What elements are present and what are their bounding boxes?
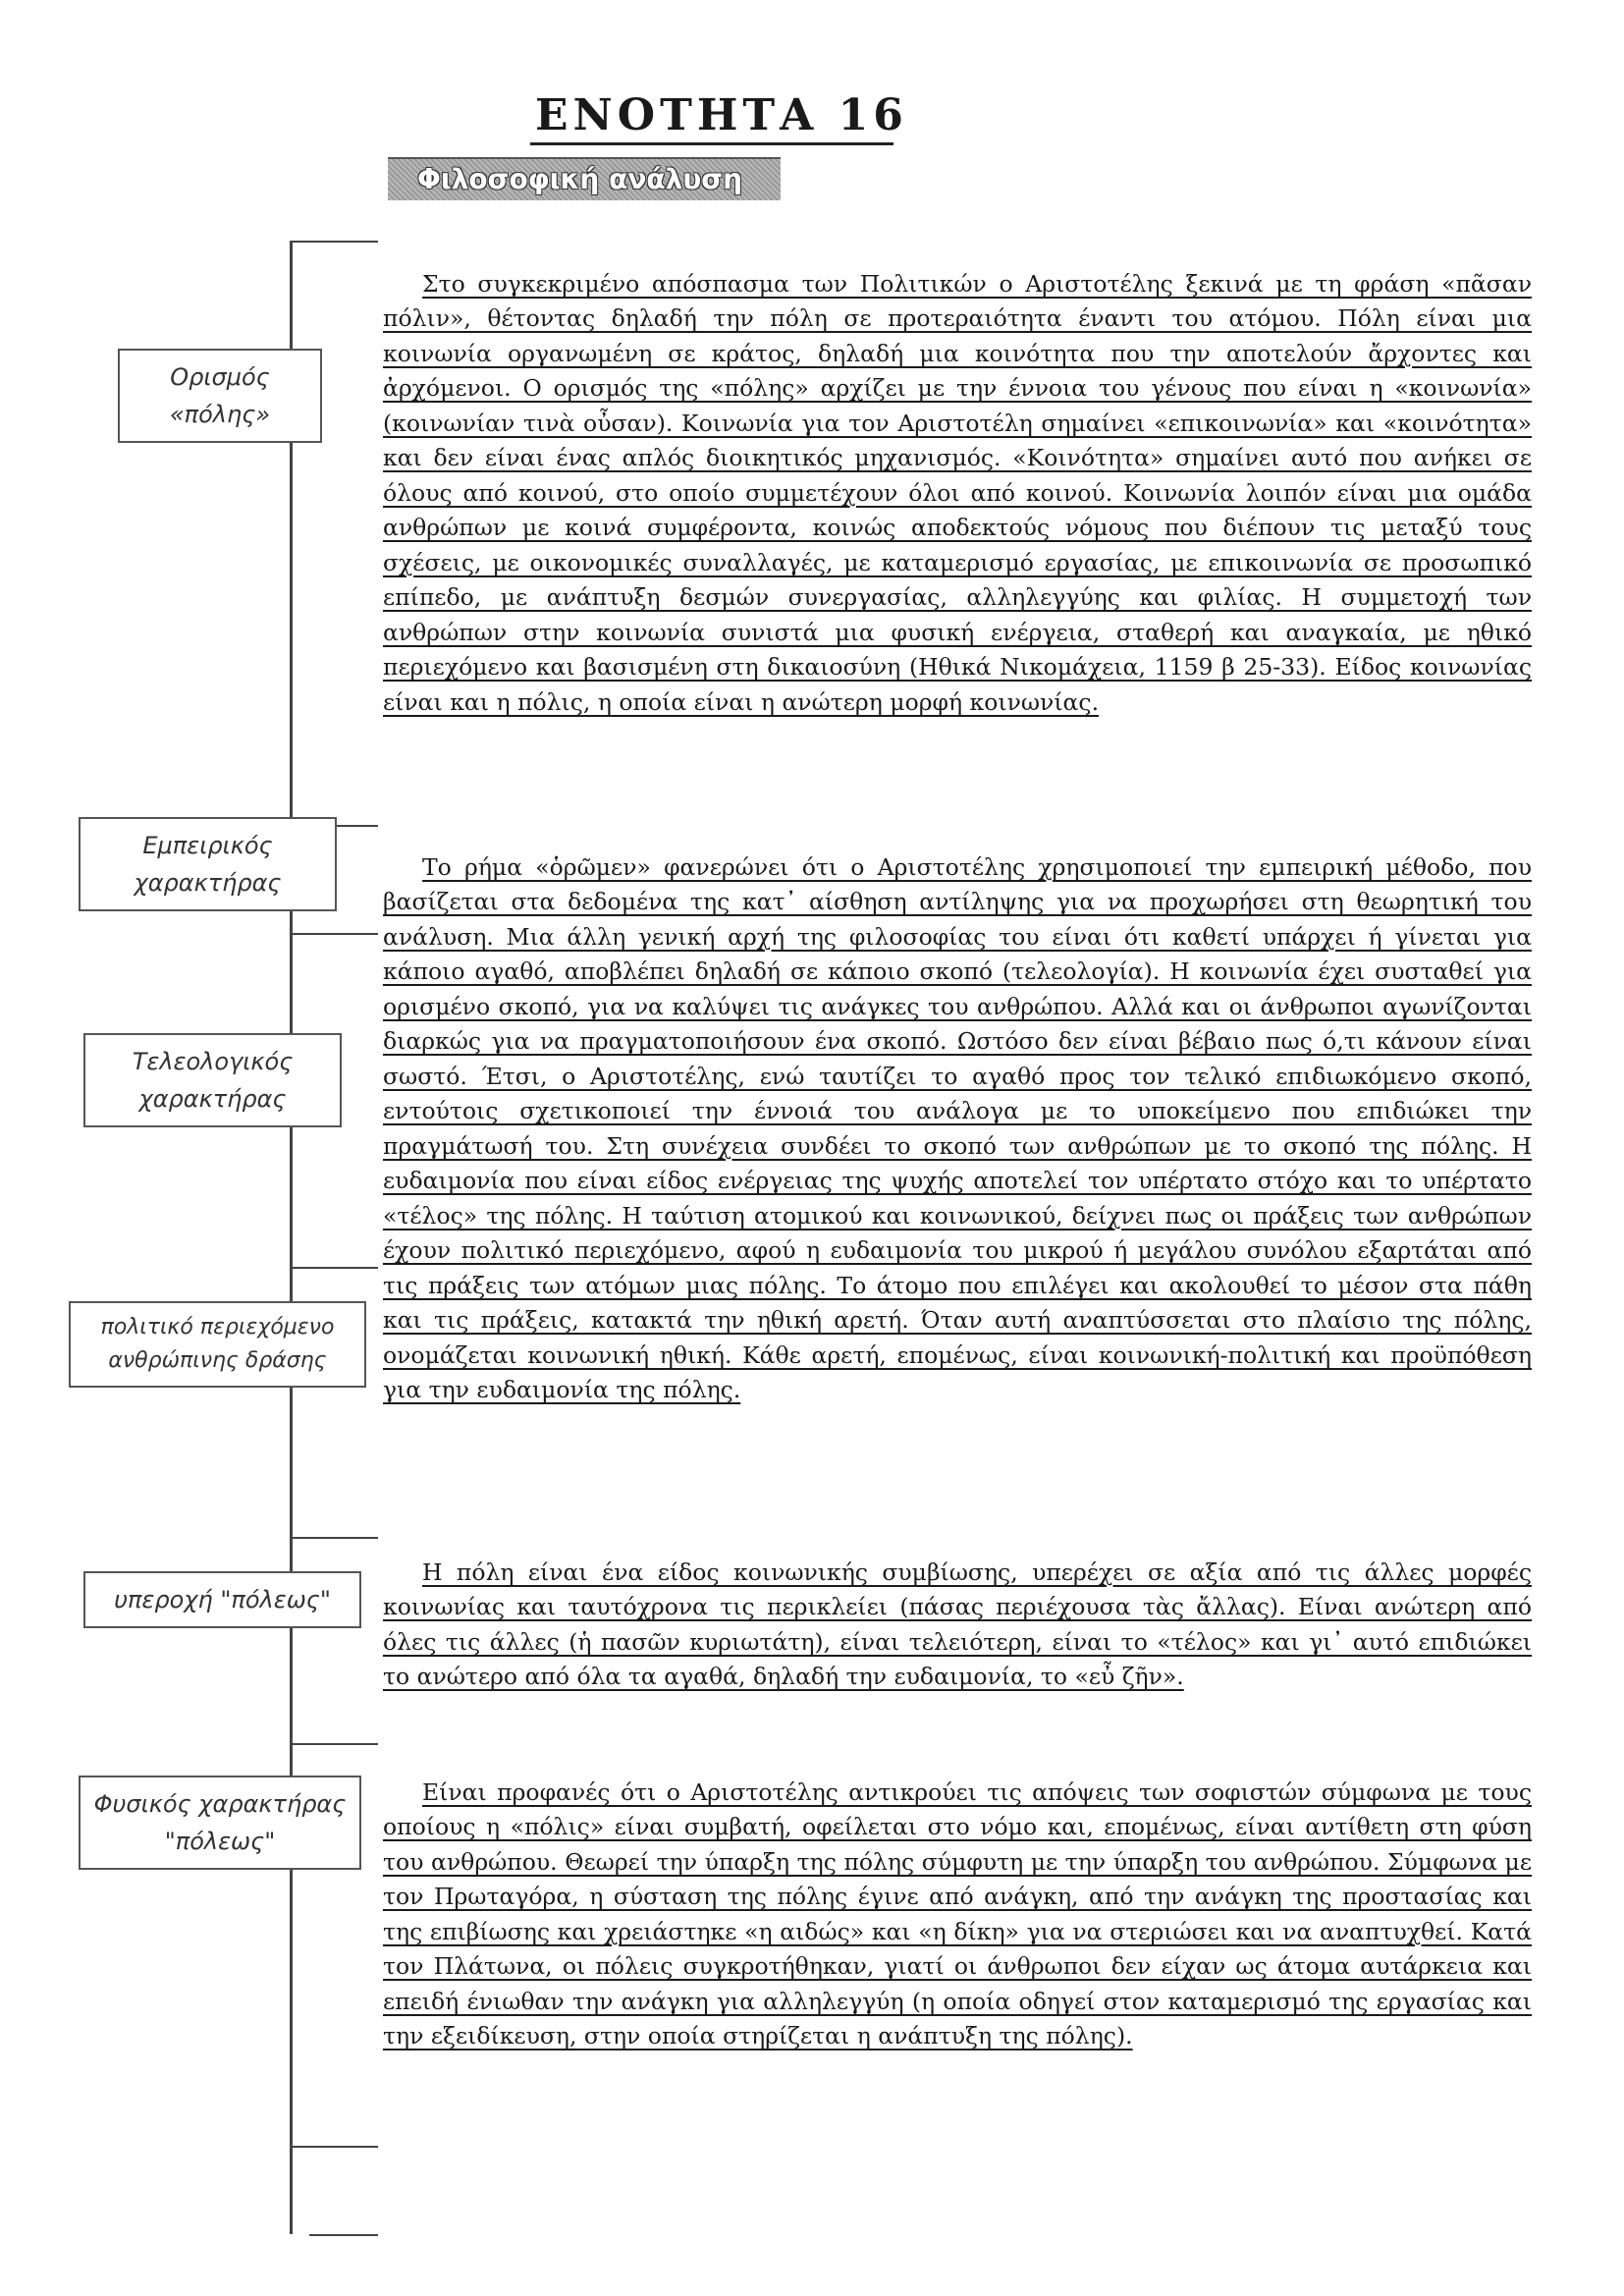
paragraph: Στο συγκεκριμένο απόσπασμα των Πολιτικών ο Αριστοτέλης ξεκινά με τη φράση «πᾶσαν πόλιν», θέτοντας δηλαδή την πόλη σε προτεραιότητα έναντι του ατόμου. Πόλη είναι μια κοινωνία οργανωμένη σε κράτος, δηλαδή μια κοινότητα που την αποτελούν ἄρχοντες και ἀρχόμενοι. Ο ορισμός της «πόλης» αρχίζει με την έννοια του γένους που είναι η «κοινωνία» (κοινωνίαν τινὰ οὖσαν). Κοινωνία για τον Αριστοτέλη σημαίνει «επικοινωνία» και «κοινότητα» και δεν είναι ένας απλός διοικητικός μηχανισμός. «Κοινότητα» σημαίνει αυτό που ανήκει σε όλους από κοινού, στο οποίο συμμετέχουν όλοι από κοινού. Κοινωνία λοιπόν είναι μια ομάδα ανθρώπων με κοινά συμφέροντα, κοινώς αποδεκτούς νόμους που διέπουν τις μεταξύ τους σχέσεις, με οικονομικές συναλλαγές, με καταμερισμό εργασίας, με επικοινωνία σε προσωπικό επίπεδο, με ανάπτυξη δεσμών συνεργασίας, αλληλεγγύης και φιλίας. Η συμμετοχή των ανθρώπων στην κοινωνία συνιστά μια φυσική ενέργεια, σταθερή και αναγκαία, με ηθικό περιεχόμενο και βασισμένη στη δικαιοσύνη (Ηθικά Νικομάχεια, 1159 β 25-33). Είδος κοινωνίας είναι και η πόλις, η οποία είναι η ανώτερη μορφή κοινωνίας. [383, 269, 1532, 716]
margin-bracket-line [290, 241, 293, 2234]
section-banner-label: Φιλοσοφική ανάλυση [417, 163, 743, 195]
margin-note: Εμπειρικός χαρακτήρας [79, 817, 337, 911]
bracket-tick [290, 1537, 378, 1539]
margin-note: Τελεολογικός χαρακτήρας [83, 1033, 342, 1127]
margin-note: υπεροχή "πόλεως" [83, 1571, 361, 1628]
margin-note: πολιτικό περιεχόμενο ανθρώπινης δράσης [69, 1301, 366, 1388]
bracket-tick [290, 241, 378, 243]
margin-note: Ορισμός «πόλης» [118, 349, 322, 443]
bracket-tick [290, 2146, 378, 2148]
bracket-tick [290, 1743, 378, 1745]
paragraph: Είναι προφανές ότι ο Αριστοτέλης αντικρούει τις απόψεις των σοφιστών σύμφωνα με τους οποίους η «πόλις» είναι συμβατή, οφείλεται στο νόμο και, επομένως, είναι αντίθετη στη φύση του ανθρώπου. Θεωρεί την ύπαρξη της πόλης σύμφυτη με την ύπαρξη του ανθρώπου. Σύμφωνα με τον Πρωταγόρα, η σύσταση της πόλης έγινε από ανάγκη, από την ανάγκη της προστασίας και της επιβίωσης και χρειάστηκε «η αιδώς» και «η δίκη» για να στεριώσει και να αναπτυχθεί. Κατά τον Πλάτωνα, οι πόλεις συγκροτήθηκαν, γιατί οι άνθρωποι δεν είχαν ως άτομα αυτάρκεια και επειδή ένιωθαν την ανάγκη για αλληλεγγύη (η οποία οδηγεί στον καταμερισμό της εργασίας και την εξειδίκευση, στην οποία στηρίζεται η ανάπτυξη της πόλης). [383, 1777, 1532, 2050]
bracket-tick [290, 933, 378, 935]
bracket-tick [290, 1267, 378, 1269]
margin-note: Φυσικός χαρακτήρας "πόλεως" [79, 1776, 361, 1870]
section-banner [388, 157, 781, 200]
paragraph: Το ρήμα «ὁρῶμεν» φανερώνει ότι ο Αριστοτέλης χρησιμοποιεί την εμπειρική μέθοδο, που βασίζεται στα δεδομένα της κατ᾽ αίσθηση αντίληψης για να προχωρήσει στη θεωρητική του ανάλυση. Μια άλλη γενική αρχή της φιλοσοφίας του είναι ότι καθετί υπάρχει ή γίνεται για κάποιο αγαθό, αποβλέπει δηλαδή σε κάποιο σκοπό (τελεολογία). Η κοινωνία έχει συσταθεί για ορισμένο σκοπό, για να καλύψει τις ανάγκες του ανθρώπου. Αλλά και οι άνθρωποι αγωνίζονται διαρκώς για να πραγματοποιήσουν ένα σκοπό. Ωστόσο δεν είναι βέβαιο πως ό,τι κάνουν είναι σωστό. Έτσι, ο Αριστοτέλης, ενώ ταυτίζει το αγαθό προς τον τελικό επιδιωκόμενο σκοπό, εντούτοις σχετικοποιεί την έννοιά του ανάλογα με το υποκείμενο που επιδιώκει την πραγμάτωσή του. Στη συνέχεια συνδέει το σκοπό των ανθρώπων με το σκοπό της πόλης. Η ευδαιμονία που είναι είδος ενέργειας της ψυχής αποτελεί τον υπέρτατο στόχο και το υπέρτατο «τέλος» της πόλης. Η ταύτιση ατομικού και κοινωνικού, δείχνει πως οι πράξεις των ανθρώπων έχουν πολιτικό περιεχόμενο, αφού η ευδαιμονία του μικρού ή μεγάλου συνόλου εξαρτάται από τις πράξεις των ατόμων μιας πόλης. Το άτομο που επιλέγει και ακολουθεί το μέσον στα πάθη και τις πράξεις, κατακτά την ηθική αρετή. Όταν αυτή αναπτύσσεται στο πλαίσιο της πόλης, ονομάζεται κοινωνική ηθική. Κάθε αρετή, επομένως, είναι κοινωνική-πολιτική και προϋπόθεση για την ευδαιμονία της πόλης. [383, 852, 1532, 1403]
bracket-tick [309, 2234, 378, 2236]
title-underline [530, 142, 893, 145]
page-title: ΕΝΟΤΗΤΑ 16 [535, 90, 908, 140]
paragraph: Η πόλη είναι ένα είδος κοινωνικής συμβίωσης, υπερέχει σε αξία από τις άλλες μορφές κοινωνίας και ταυτόχρονα τις περικλείει (πάσας περιέχουσα τὰς ἄλλας). Είναι ανώτερη από όλες τις άλλες (ἡ πασῶν κυριωτάτη), είναι τελειότερη, είναι το «τέλος» και γι᾽ αυτό επιδιώκει το ανώτερο από όλα τα αγαθά, δηλαδή την ευδαιμονία, το «εὖ ζῆν». [383, 1558, 1532, 1690]
